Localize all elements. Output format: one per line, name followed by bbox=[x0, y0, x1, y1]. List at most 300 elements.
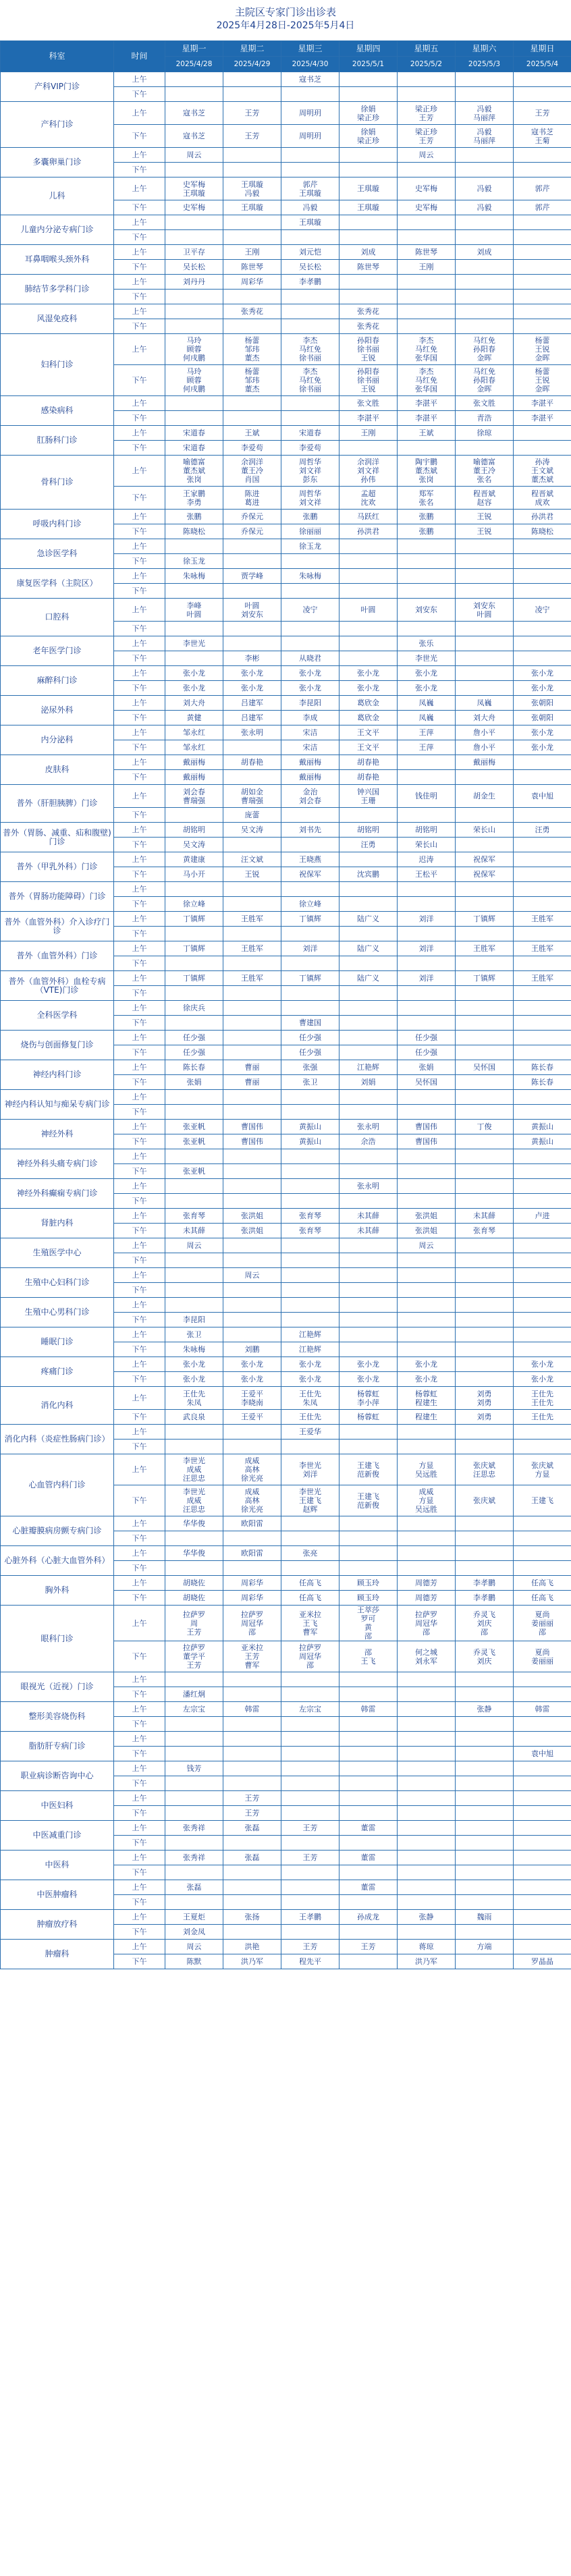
doctor-cell: 周彩华 bbox=[223, 1576, 281, 1591]
doctor-cell bbox=[339, 290, 398, 304]
doctor-cell bbox=[398, 87, 456, 102]
time-slot: 下午 bbox=[114, 1313, 165, 1327]
doctor-cell: 王胜军 bbox=[223, 941, 281, 956]
doctor-cell bbox=[398, 927, 456, 941]
time-slot: 上午 bbox=[114, 148, 165, 163]
doctor-cell bbox=[223, 1031, 281, 1045]
header-dept: 科室 bbox=[1, 41, 114, 72]
doctor-cell: 卢进 bbox=[514, 1209, 571, 1224]
doctor-cell: 王芳 bbox=[223, 125, 281, 148]
dept-name: 整形美容烧伤科 bbox=[1, 1702, 114, 1732]
doctor-cell bbox=[514, 304, 571, 319]
table-row bbox=[1, 1179, 571, 1194]
time-slot: 下午 bbox=[114, 867, 165, 882]
doctor-cell: 任少强 bbox=[165, 1031, 223, 1045]
doctor-cell bbox=[339, 1194, 398, 1209]
doctor-cell bbox=[339, 1776, 398, 1791]
doctor-cell bbox=[456, 1561, 514, 1576]
doctor-cell bbox=[514, 569, 571, 584]
doctor-cell: 刘大舟 bbox=[165, 696, 223, 711]
header-day: 星期五 bbox=[398, 41, 456, 57]
doctor-cell bbox=[223, 882, 281, 897]
time-slot: 下午 bbox=[114, 927, 165, 941]
time-slot: 下午 bbox=[114, 200, 165, 215]
doctor-cell bbox=[281, 622, 339, 636]
doctor-cell: 张小龙 bbox=[398, 666, 456, 681]
time-slot: 上午 bbox=[114, 177, 165, 200]
doctor-cell bbox=[223, 163, 281, 177]
doctor-cell bbox=[165, 584, 223, 599]
doctor-cell bbox=[339, 927, 398, 941]
doctor-cell: 王芳 bbox=[281, 1821, 339, 1836]
doctor-cell: 丁镇辉 bbox=[165, 971, 223, 986]
dept-name: 神经外科 bbox=[1, 1120, 114, 1149]
doctor-cell: 顾玉玲 bbox=[339, 1591, 398, 1606]
doctor-cell bbox=[514, 1342, 571, 1357]
doctor-cell bbox=[456, 215, 514, 230]
doctor-cell bbox=[514, 245, 571, 260]
time-slot: 下午 bbox=[114, 1925, 165, 1940]
doctor-cell: 拉萨罗 周 王芳 bbox=[165, 1606, 223, 1641]
doctor-cell bbox=[223, 554, 281, 569]
doctor-cell bbox=[339, 163, 398, 177]
doctor-cell: 袁中旭 bbox=[514, 1747, 571, 1761]
doctor-cell bbox=[339, 554, 398, 569]
table-row bbox=[1, 1387, 571, 1410]
doctor-cell bbox=[398, 1732, 456, 1747]
doctor-cell bbox=[223, 1440, 281, 1454]
dept-name: 疼痛门诊 bbox=[1, 1357, 114, 1387]
doctor-cell: 周彩华 bbox=[223, 1591, 281, 1606]
doctor-cell: 周彩华 bbox=[223, 275, 281, 290]
doctor-cell: 史军梅 bbox=[398, 177, 456, 200]
table-row bbox=[1, 823, 571, 838]
doctor-cell bbox=[165, 1090, 223, 1105]
table-row bbox=[1, 1732, 571, 1747]
doctor-cell bbox=[281, 584, 339, 599]
doctor-cell bbox=[514, 1851, 571, 1865]
time-slot: 上午 bbox=[114, 1791, 165, 1806]
doctor-cell bbox=[398, 808, 456, 823]
time-slot: 上午 bbox=[114, 636, 165, 651]
doctor-cell: 王建飞 bbox=[514, 1485, 571, 1516]
doctor-cell: 寇书芝 bbox=[281, 72, 339, 87]
doctor-cell: 曹国伟 bbox=[223, 1120, 281, 1134]
time-slot: 下午 bbox=[114, 1591, 165, 1606]
doctor-cell: 张娟 bbox=[165, 1075, 223, 1090]
doctor-cell: 周哲华 刘文祥 彭东 bbox=[281, 456, 339, 487]
doctor-cell bbox=[456, 1075, 514, 1090]
doctor-cell: 任少强 bbox=[281, 1045, 339, 1060]
doctor-cell: 李成 bbox=[281, 711, 339, 725]
dept-name: 神经内科门诊 bbox=[1, 1060, 114, 1090]
time-slot: 上午 bbox=[114, 941, 165, 956]
doctor-cell bbox=[223, 1253, 281, 1268]
time-slot: 下午 bbox=[114, 897, 165, 912]
doctor-cell: 左宗宝 bbox=[281, 1702, 339, 1717]
doctor-cell bbox=[165, 396, 223, 411]
doctor-cell: 武良泉 bbox=[165, 1410, 223, 1425]
header-day: 星期二 bbox=[223, 41, 281, 57]
time-slot: 下午 bbox=[114, 411, 165, 426]
doctor-cell bbox=[281, 163, 339, 177]
doctor-cell bbox=[281, 1687, 339, 1702]
doctor-cell bbox=[514, 1776, 571, 1791]
table-row bbox=[1, 1546, 571, 1561]
doctor-cell: 曹国伟 bbox=[223, 1134, 281, 1149]
doctor-cell bbox=[339, 897, 398, 912]
table-row bbox=[1, 1606, 571, 1641]
doctor-cell: 张小龙 bbox=[514, 740, 571, 755]
doctor-cell bbox=[398, 1298, 456, 1313]
doctor-cell bbox=[514, 275, 571, 290]
time-slot: 下午 bbox=[114, 1641, 165, 1672]
doctor-cell bbox=[398, 539, 456, 554]
doctor-cell bbox=[281, 304, 339, 319]
header-day: 星期日 bbox=[514, 41, 571, 57]
doctor-cell bbox=[514, 539, 571, 554]
doctor-cell bbox=[281, 1194, 339, 1209]
doctor-cell bbox=[339, 1791, 398, 1806]
doctor-cell bbox=[281, 1516, 339, 1531]
doctor-cell bbox=[339, 1090, 398, 1105]
time-slot: 上午 bbox=[114, 1516, 165, 1531]
header-day: 星期四 bbox=[339, 41, 398, 57]
doctor-cell bbox=[456, 1732, 514, 1747]
time-slot: 上午 bbox=[114, 275, 165, 290]
doctor-cell bbox=[165, 215, 223, 230]
doctor-cell bbox=[514, 1687, 571, 1702]
table-row bbox=[1, 148, 571, 163]
time-slot: 上午 bbox=[114, 666, 165, 681]
dept-name: 儿童内分泌专病门诊 bbox=[1, 215, 114, 245]
doctor-cell: 胡春艳 bbox=[339, 770, 398, 785]
doctor-cell bbox=[165, 1836, 223, 1851]
doctor-cell: 梁正珍 王芳 bbox=[398, 102, 456, 125]
doctor-cell bbox=[339, 1531, 398, 1546]
doctor-cell: 江艳辉 bbox=[281, 1342, 339, 1357]
doctor-cell bbox=[456, 1880, 514, 1895]
doctor-cell: 李杰 马红免 张华国 bbox=[398, 365, 456, 396]
doctor-cell: 张卫 bbox=[165, 1327, 223, 1342]
doctor-cell bbox=[398, 569, 456, 584]
doctor-cell bbox=[514, 808, 571, 823]
doctor-cell: 张育琴 bbox=[165, 1209, 223, 1224]
doctor-cell bbox=[456, 1836, 514, 1851]
doctor-cell bbox=[281, 636, 339, 651]
doctor-cell: 余浩 bbox=[339, 1134, 398, 1149]
time-slot: 下午 bbox=[114, 1954, 165, 1969]
time-slot: 上午 bbox=[114, 456, 165, 487]
doctor-cell bbox=[223, 1283, 281, 1298]
doctor-cell: 祝保军 bbox=[456, 852, 514, 867]
doctor-cell bbox=[223, 396, 281, 411]
doctor-cell bbox=[281, 1001, 339, 1016]
doctor-cell: 史军梅 王琪璇 bbox=[165, 177, 223, 200]
doctor-cell bbox=[456, 1342, 514, 1357]
time-slot: 下午 bbox=[114, 1561, 165, 1576]
dept-name: 全科医学科 bbox=[1, 1001, 114, 1031]
dept-name: 泌尿外科 bbox=[1, 696, 114, 725]
table-row bbox=[1, 275, 571, 290]
doctor-cell: 欧阳雷 bbox=[223, 1516, 281, 1531]
doctor-cell: 刘洋 bbox=[398, 971, 456, 986]
doctor-cell bbox=[339, 1687, 398, 1702]
doctor-cell: 戴丽梅 bbox=[456, 755, 514, 770]
doctor-cell: 华华俊 bbox=[165, 1516, 223, 1531]
doctor-cell: 方显 吴远胜 bbox=[398, 1454, 456, 1485]
dept-name: 产科VIP门诊 bbox=[1, 72, 114, 102]
doctor-cell: 张庆斌 bbox=[456, 1485, 514, 1516]
doctor-cell bbox=[339, 1925, 398, 1940]
doctor-cell: 胡春艳 bbox=[223, 755, 281, 770]
doctor-cell bbox=[398, 1895, 456, 1910]
doctor-cell: 未其薛 bbox=[339, 1224, 398, 1238]
doctor-cell: 张小龙 bbox=[514, 666, 571, 681]
doctor-cell bbox=[514, 163, 571, 177]
doctor-cell bbox=[398, 1672, 456, 1687]
doctor-cell: 何之城 刘永军 bbox=[398, 1641, 456, 1672]
doctor-cell: 王刚 bbox=[223, 245, 281, 260]
table-row bbox=[1, 539, 571, 554]
time-slot: 上午 bbox=[114, 599, 165, 622]
header-day: 星期三 bbox=[281, 41, 339, 57]
doctor-cell: 张小龙 bbox=[165, 1372, 223, 1387]
doctor-cell: 丁俊 bbox=[456, 1120, 514, 1134]
doctor-cell bbox=[281, 1313, 339, 1327]
doctor-cell: 乔保元 bbox=[223, 510, 281, 524]
doctor-cell bbox=[514, 1895, 571, 1910]
doctor-cell: 欧阳雷 bbox=[223, 1546, 281, 1561]
doctor-cell bbox=[339, 87, 398, 102]
table-row bbox=[1, 1821, 571, 1836]
doctor-cell bbox=[514, 1045, 571, 1060]
doctor-cell bbox=[398, 1687, 456, 1702]
doctor-cell bbox=[339, 1298, 398, 1313]
table-row bbox=[1, 1940, 571, 1954]
table-row bbox=[1, 102, 571, 125]
doctor-cell: 张小龙 bbox=[223, 666, 281, 681]
doctor-cell bbox=[223, 539, 281, 554]
doctor-cell bbox=[456, 1268, 514, 1283]
time-slot: 上午 bbox=[114, 1732, 165, 1747]
doctor-cell: 王胜军 bbox=[514, 941, 571, 956]
doctor-cell: 任少强 bbox=[398, 1045, 456, 1060]
doctor-cell bbox=[456, 1925, 514, 1940]
doctor-cell: 任高飞 bbox=[281, 1591, 339, 1606]
header-date: 2025/5/1 bbox=[339, 57, 398, 72]
doctor-cell bbox=[223, 740, 281, 755]
time-slot: 上午 bbox=[114, 1454, 165, 1485]
doctor-cell bbox=[281, 1283, 339, 1298]
doctor-cell: 冯毅 马丽萍 bbox=[456, 125, 514, 148]
doctor-cell: 王斌 bbox=[398, 426, 456, 441]
time-slot: 上午 bbox=[114, 725, 165, 740]
doctor-cell bbox=[339, 1016, 398, 1031]
table-row bbox=[1, 1761, 571, 1776]
doctor-cell bbox=[514, 215, 571, 230]
doctor-cell: 张亮 bbox=[281, 1546, 339, 1561]
doctor-cell bbox=[514, 441, 571, 456]
time-slot: 下午 bbox=[114, 584, 165, 599]
time-slot: 下午 bbox=[114, 740, 165, 755]
doctor-cell bbox=[456, 1806, 514, 1821]
doctor-cell bbox=[456, 808, 514, 823]
time-slot: 上午 bbox=[114, 334, 165, 365]
doctor-cell: 徐娟 梁正珍 bbox=[339, 125, 398, 148]
doctor-cell: 张文胜 bbox=[339, 396, 398, 411]
doctor-cell bbox=[456, 1865, 514, 1880]
doctor-cell: 亚米拉 王飞 曹军 bbox=[281, 1606, 339, 1641]
doctor-cell: 刘娟 bbox=[339, 1075, 398, 1090]
doctor-cell: 徐立峰 bbox=[281, 897, 339, 912]
doctor-cell bbox=[514, 260, 571, 275]
table-row bbox=[1, 1851, 571, 1865]
doctor-cell: 刘丹丹 bbox=[165, 275, 223, 290]
doctor-cell bbox=[223, 956, 281, 971]
doctor-cell bbox=[223, 1327, 281, 1342]
time-slot: 上午 bbox=[114, 1940, 165, 1954]
table-row bbox=[1, 666, 571, 681]
doctor-cell: 贾学峰 bbox=[223, 569, 281, 584]
time-slot: 下午 bbox=[114, 1194, 165, 1209]
doctor-cell: 周云 bbox=[398, 1238, 456, 1253]
time-slot: 上午 bbox=[114, 912, 165, 927]
doctor-cell: 王琪璇 bbox=[281, 215, 339, 230]
doctor-cell: 刘洋 bbox=[281, 941, 339, 956]
time-slot: 下午 bbox=[114, 524, 165, 539]
time-slot: 下午 bbox=[114, 681, 165, 696]
doctor-cell: 喻德富 董杰斌 张岗 bbox=[165, 456, 223, 487]
doctor-cell: 张亚帆 bbox=[165, 1134, 223, 1149]
doctor-cell bbox=[223, 1732, 281, 1747]
doctor-cell: 荣长山 bbox=[398, 838, 456, 852]
dept-name: 中医科 bbox=[1, 1851, 114, 1880]
doctor-cell: 张小龙 bbox=[223, 1372, 281, 1387]
doctor-cell: 张磊 bbox=[223, 1851, 281, 1865]
doctor-cell: 徐娟 梁正珍 bbox=[339, 102, 398, 125]
doctor-cell bbox=[339, 1546, 398, 1561]
doctor-cell: 钟兴国 王珊 bbox=[339, 785, 398, 808]
doctor-cell: 夏尚 姜丽丽 邵 bbox=[514, 1606, 571, 1641]
doctor-cell: 张静 bbox=[456, 1702, 514, 1717]
doctor-cell: 洪艳 bbox=[223, 1940, 281, 1954]
doctor-cell bbox=[514, 1806, 571, 1821]
doctor-cell: 杨蓉虹 程建生 bbox=[398, 1387, 456, 1410]
doctor-cell bbox=[339, 1253, 398, 1268]
doctor-cell: 曹国伟 bbox=[398, 1134, 456, 1149]
doctor-cell bbox=[223, 1561, 281, 1576]
doctor-cell: 马跃红 bbox=[339, 510, 398, 524]
doctor-cell: 王琪璇 冯毅 bbox=[223, 177, 281, 200]
time-slot: 上午 bbox=[114, 72, 165, 87]
doctor-cell: 左宗宝 bbox=[165, 1702, 223, 1717]
doctor-cell bbox=[398, 1702, 456, 1717]
doctor-cell bbox=[398, 1761, 456, 1776]
doctor-cell: 刘书先 bbox=[281, 823, 339, 838]
table-row bbox=[1, 882, 571, 897]
table-row bbox=[1, 1357, 571, 1372]
doctor-cell: 张洪姐 bbox=[398, 1224, 456, 1238]
doctor-cell: 宋道春 bbox=[281, 426, 339, 441]
doctor-cell bbox=[456, 1516, 514, 1531]
doctor-cell bbox=[281, 1105, 339, 1120]
doctor-cell: 王芳 bbox=[281, 1851, 339, 1865]
table-row bbox=[1, 1298, 571, 1313]
time-slot: 上午 bbox=[114, 304, 165, 319]
dept-name: 睡眠门诊 bbox=[1, 1327, 114, 1357]
doctor-cell bbox=[514, 852, 571, 867]
doctor-cell bbox=[165, 1717, 223, 1732]
time-slot: 下午 bbox=[114, 260, 165, 275]
doctor-cell bbox=[456, 622, 514, 636]
doctor-cell bbox=[339, 882, 398, 897]
doctor-cell: 陈晓松 bbox=[165, 524, 223, 539]
doctor-cell bbox=[456, 1194, 514, 1209]
doctor-cell bbox=[223, 411, 281, 426]
doctor-cell: 张小龙 bbox=[339, 666, 398, 681]
table-row bbox=[1, 1268, 571, 1283]
doctor-cell bbox=[281, 1090, 339, 1105]
doctor-cell bbox=[165, 72, 223, 87]
doctor-cell: 史军梅 bbox=[165, 200, 223, 215]
doctor-cell bbox=[514, 1194, 571, 1209]
table-row bbox=[1, 72, 571, 87]
doctor-cell: 李孝鹏 bbox=[281, 275, 339, 290]
doctor-cell bbox=[281, 882, 339, 897]
doctor-cell bbox=[456, 1298, 514, 1313]
doctor-cell bbox=[165, 319, 223, 334]
time-slot: 上午 bbox=[114, 1090, 165, 1105]
doctor-cell bbox=[223, 838, 281, 852]
doctor-cell: 王锐 bbox=[223, 867, 281, 882]
doctor-cell: 徐庆兵 bbox=[165, 1001, 223, 1016]
doctor-cell: 郭芹 bbox=[514, 200, 571, 215]
doctor-cell: 王胜军 bbox=[514, 971, 571, 986]
doctor-cell: 朱咏梅 bbox=[165, 1342, 223, 1357]
doctor-cell: 张小龙 bbox=[398, 681, 456, 696]
doctor-cell bbox=[281, 1761, 339, 1776]
doctor-cell: 李杰 马红免 徐书丽 bbox=[281, 365, 339, 396]
doctor-cell bbox=[165, 1179, 223, 1194]
time-slot: 下午 bbox=[114, 554, 165, 569]
doctor-cell bbox=[339, 852, 398, 867]
doctor-cell: 祝保军 bbox=[456, 867, 514, 882]
time-slot: 上午 bbox=[114, 755, 165, 770]
doctor-cell bbox=[456, 1776, 514, 1791]
time-slot: 下午 bbox=[114, 1717, 165, 1732]
doctor-cell bbox=[339, 1717, 398, 1732]
doctor-cell: 王胜军 bbox=[223, 971, 281, 986]
table-row bbox=[1, 1120, 571, 1134]
doctor-cell: 张小龙 bbox=[165, 1357, 223, 1372]
dept-name: 消化内科（炎症性肠病门诊） bbox=[1, 1425, 114, 1454]
doctor-cell bbox=[165, 304, 223, 319]
doctor-cell bbox=[339, 148, 398, 163]
doctor-cell: 余润洋 董王冷 肖国 bbox=[223, 456, 281, 487]
doctor-cell bbox=[339, 808, 398, 823]
table-row bbox=[1, 599, 571, 622]
doctor-cell: 张朝阳 bbox=[514, 711, 571, 725]
dept-name: 儿科 bbox=[1, 177, 114, 215]
doctor-cell bbox=[223, 319, 281, 334]
doctor-cell bbox=[514, 1672, 571, 1687]
dept-name: 风湿免疫科 bbox=[1, 304, 114, 334]
time-slot: 上午 bbox=[114, 1120, 165, 1134]
time-slot: 上午 bbox=[114, 1001, 165, 1016]
doctor-cell bbox=[281, 1238, 339, 1253]
doctor-cell: 刘大舟 bbox=[456, 711, 514, 725]
